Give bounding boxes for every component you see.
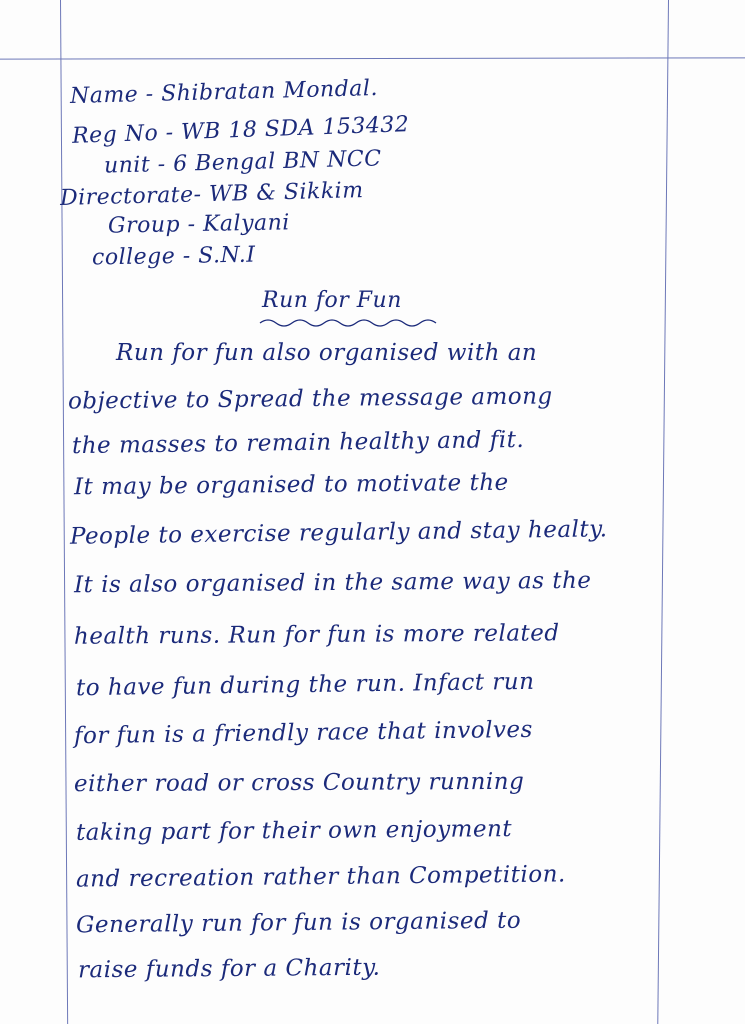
body-line: taking part for their own enjoyment bbox=[75, 816, 513, 846]
top-margin-line bbox=[0, 57, 745, 59]
body-line: either road or cross Country running bbox=[73, 768, 525, 798]
title-wavy-underline bbox=[258, 317, 438, 329]
registration-number: Reg No - WB 18 SDA 153432 bbox=[71, 112, 410, 149]
essay-title: Run for Fun bbox=[262, 288, 402, 313]
right-margin-line bbox=[657, 0, 669, 1024]
body-line: to have fun during the run. Infact run bbox=[75, 668, 535, 702]
student-name: Name - Shibratan Mondal. bbox=[69, 75, 379, 110]
unit: unit - 6 Bengal BN NCC bbox=[103, 146, 382, 179]
body-line: objective to Spread the message among bbox=[67, 383, 553, 415]
directorate: Directorate- WB & Sikkim bbox=[59, 178, 364, 211]
body-line: Generally run for fun is organised to bbox=[75, 907, 522, 939]
body-line: the masses to remain healthy and fit. bbox=[71, 426, 525, 460]
body-line: It may be organised to motivate the bbox=[73, 469, 509, 501]
body-line: for fun is a friendly race that involves bbox=[73, 716, 534, 750]
body-line: and recreation rather than Competition. bbox=[75, 861, 566, 893]
body-line: People to exercise regularly and stay healty. bbox=[69, 516, 608, 550]
left-margin-line bbox=[60, 0, 68, 1024]
body-line: Run for fun also organised with an bbox=[116, 340, 538, 366]
group: Group - Kalyani bbox=[107, 210, 291, 239]
body-line: health runs. Run for fun is more related bbox=[73, 620, 560, 650]
body-line: raise funds for a Charity. bbox=[77, 954, 381, 984]
body-line: It is also organised in the same way as the bbox=[73, 567, 592, 599]
college: college - S.N.I bbox=[91, 242, 256, 271]
